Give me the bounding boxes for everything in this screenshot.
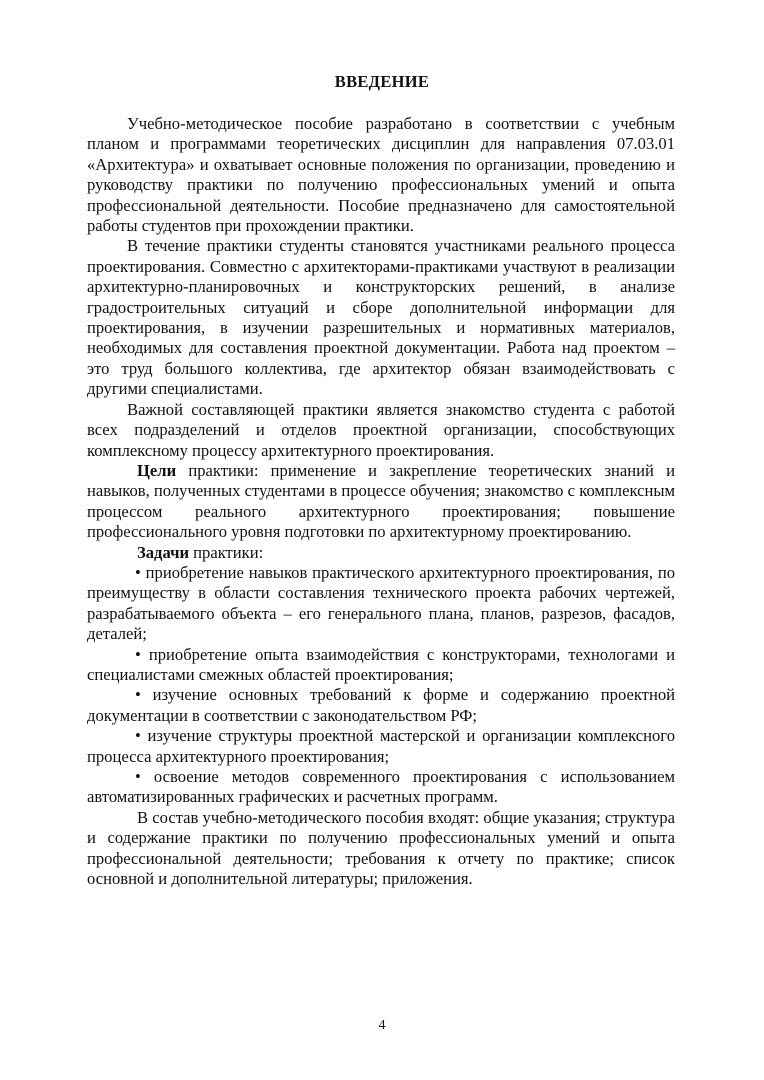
page-number: 4 — [378, 1018, 386, 1033]
goals-text: практики: применение и закрепление теоретических знаний и навыков, полученных студентами в процессе обучения; знакомство с комплексным процессом реального архитектурного проектирования; повышение профессионального уровня подготовки по архитектурному проектированию. — [87, 460, 675, 542]
paragraph-contents: В состав учебно-методического пособия входят: общие указания; структура и содержание практики по получению профессиональных умений и опыта профессиональной деятельности; требования к отчету по практике; список основной и дополнительной литературы; приложения. — [87, 807, 675, 889]
paragraph-goals — [87, 461, 675, 543]
task-item: • приобретение навыков практического архитектурного проектирования, по преимуществу в области составления технического проекта рабочих чертежей, разрабатываемого объекта – его генерального плана, планов, разрезов, фасадов, деталей; — [87, 562, 675, 644]
task-item: • изучение основных требований к форме и содержанию проектной документации в соответствии с законодательством РФ; — [87, 685, 675, 725]
paragraph-organization: Важной составляющей практики является знакомство студента с работой всех подразделений и отделов проектной организации, способствующих комплексному процессу архитектурного проектирования. — [87, 399, 675, 460]
paragraph-tasks-heading — [87, 543, 675, 563]
task-item: • приобретение опыта взаимодействия с конструкторами, технологами и специалистами смежных областей проектирования; — [87, 644, 675, 684]
task-item: • освоение методов современного проектирования с использованием автоматизированных графических и расчетных программ. — [87, 767, 675, 807]
page-title: ВВЕДЕНИЕ — [334, 72, 430, 91]
task-item: • изучение структуры проектной мастерской и организации комплексного процесса архитектурного проектирования; — [87, 726, 675, 766]
body-text — [87, 114, 675, 889]
tasks-text: практики: — [189, 542, 264, 562]
goals-label: Цели — [137, 460, 177, 480]
paragraph-intro: Учебно-методическое пособие разработано в соответствии с учебным планом и программами теоретических дисциплин для направления 07.03.01 «Архитектура» и охватывает основные положения по организации, проведению и руководству практики по получению профессиональных умений и опыта профессиональной деятельности. Пособие предназначено для самостоятельной работы студентов при прохождении практики. — [87, 114, 675, 236]
tasks-label: Задачи — [137, 542, 190, 562]
paragraph-practice: В течение практики студенты становятся участниками реального процесса проектирования. Совместно с архитекторами-практиками участвуют в реализации архитектурно-планировочных и конструкторских решений, в анализе градостроительных ситуаций и сборе дополнительной информации для проектирования, в изучении разрешительных и нормативных материалов, необходимых для составления проектной документации. Работа над проектом – это труд большого коллектива, где архитектор обязан взаимодействовать с другими специалистами. — [87, 236, 675, 399]
